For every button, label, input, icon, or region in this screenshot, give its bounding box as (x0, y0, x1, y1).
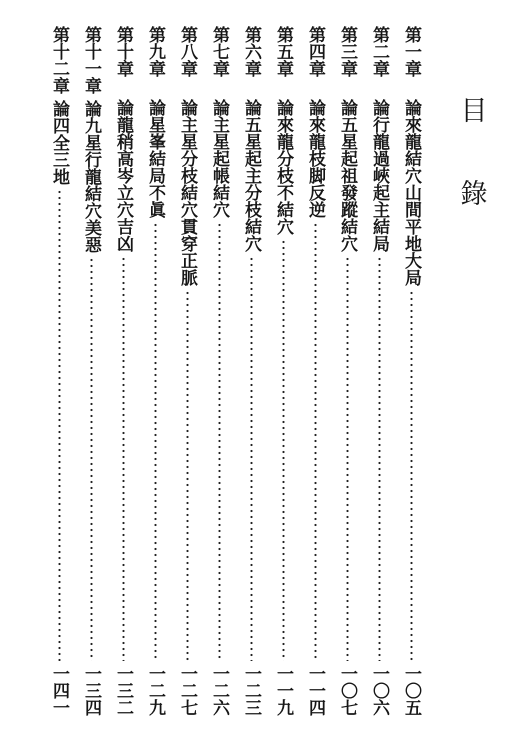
chapter-label: 第十二章 (49, 26, 69, 94)
chapter-label: 第九章 (145, 26, 165, 77)
page-number: 一〇五 (401, 665, 421, 716)
toc-entry (271, 26, 295, 716)
chapter-topic: 論來龍枝脚反逆 (305, 99, 325, 218)
dot-leader (122, 256, 125, 661)
toc-entry (111, 26, 135, 716)
dot-leader (346, 256, 349, 661)
toc-entry (175, 26, 199, 716)
dot-leader (154, 222, 157, 661)
toc-entry (335, 26, 359, 716)
chapter-label: 第八章 (177, 26, 197, 77)
chapter-label: 第十章 (113, 26, 133, 77)
chapter-label: 第七章 (209, 26, 229, 77)
dot-leader (90, 257, 93, 661)
title-char-1: 目 (460, 96, 488, 127)
dot-leader (250, 256, 253, 661)
toc-entry (303, 26, 327, 716)
chapter-topic: 論星峯結局不眞 (145, 99, 165, 218)
dot-leader (282, 239, 285, 661)
page-number: 一一九 (273, 665, 293, 716)
chapter-topic: 論行龍過峽起主結局 (369, 99, 389, 252)
page-number: 一〇六 (369, 665, 389, 716)
chapter-label: 第三章 (337, 26, 357, 77)
dot-leader (378, 256, 381, 661)
page-number: 一四一 (49, 665, 69, 716)
chapter-label: 第十一章 (81, 26, 101, 94)
chapter-label: 第六章 (241, 26, 261, 77)
chapter-label: 第五章 (273, 26, 293, 77)
toc-entry (79, 26, 103, 716)
dot-leader (314, 222, 317, 661)
toc-entry (143, 26, 167, 716)
page-number: 一三四 (81, 665, 101, 716)
title-char-2: 錄 (460, 179, 488, 210)
page-number: 一二三 (241, 665, 261, 716)
chapter-topic: 論主星起帳結穴 (209, 99, 229, 218)
toc-entry (207, 26, 231, 716)
chapter-topic: 論龍稍高岑立穴吉凶 (113, 99, 133, 252)
chapter-topic: 論九星行龍結穴美惡 (81, 100, 101, 253)
chapter-label: 第二章 (369, 26, 389, 77)
dot-leader (218, 222, 221, 661)
chapter-topic: 論來龍分枝不結穴 (273, 99, 293, 235)
page-number: 一二九 (145, 665, 165, 716)
page-number: 一三二 (113, 665, 133, 716)
dot-leader (410, 290, 413, 661)
toc-entry (239, 26, 263, 716)
chapter-topic: 論五星起主分枝結穴 (241, 99, 261, 252)
page-number: 一一四 (305, 665, 325, 716)
chapter-label: 第四章 (305, 26, 325, 77)
dot-leader (58, 189, 61, 661)
chapter-topic: 論五星起祖發蹤結穴 (337, 99, 357, 252)
dot-leader (186, 290, 189, 661)
page-number: 一二六 (209, 665, 229, 716)
toc-title (450, 98, 498, 208)
toc-entry (47, 26, 71, 716)
chapter-topic: 論來龍結穴山間平地大局 (401, 99, 421, 286)
page-number: 一〇七 (337, 665, 357, 716)
toc-entry (399, 26, 423, 716)
toc-entry (367, 26, 391, 716)
chapter-topic: 論四全三地 (49, 100, 69, 185)
chapter-topic: 論主星分枝結穴貫穿正脈 (177, 99, 197, 286)
chapter-label: 第一章 (401, 26, 421, 77)
page-number: 一二七 (177, 665, 197, 716)
